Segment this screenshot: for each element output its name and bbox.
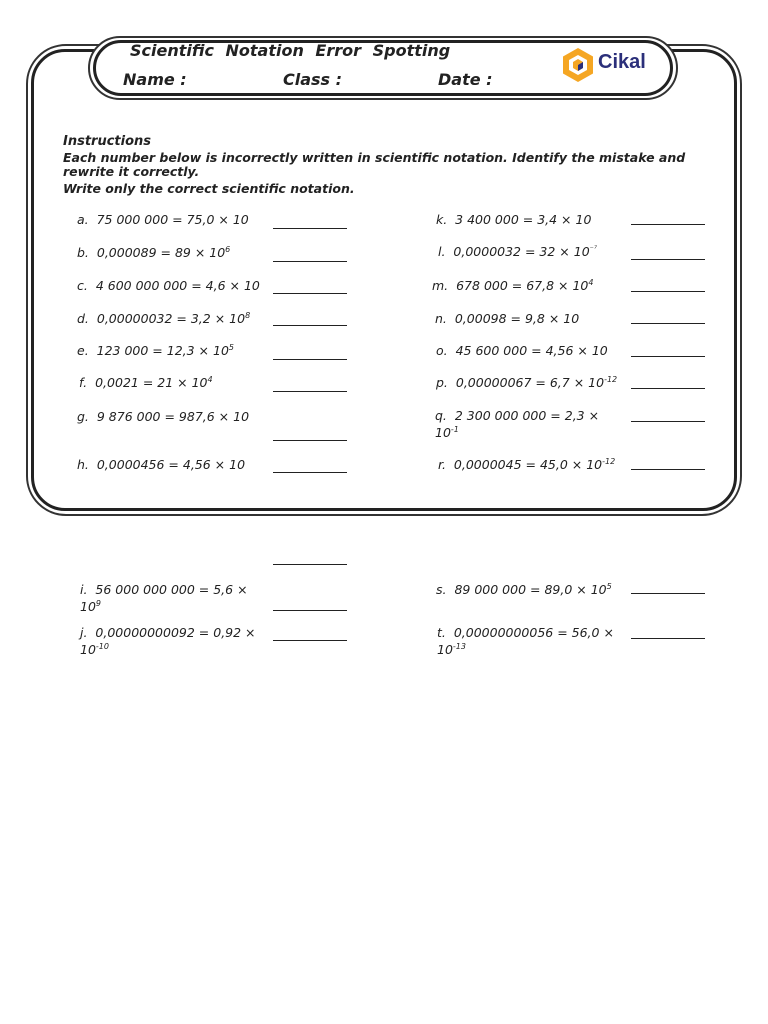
question-label: g. (77, 409, 89, 424)
answer-blank-e[interactable] (273, 359, 347, 360)
question-text: 56 000 000 000 = 5,6 × (95, 582, 248, 597)
question-text: 0,00000000056 = 56,0 × (453, 625, 614, 640)
question-l (438, 243, 597, 260)
question-continuation: 10 (437, 642, 453, 657)
question-exponent: -13 (452, 642, 466, 651)
answer-blank-t[interactable] (631, 638, 705, 639)
question-exponent: 8 (245, 311, 251, 320)
answer-blank-m[interactable] (631, 291, 705, 292)
answer-blank-k[interactable] (631, 224, 705, 225)
question-n (435, 310, 579, 327)
question-t (437, 624, 614, 658)
question-text: 3 400 000 = 3,4 × 10 (455, 212, 592, 227)
question-exponent: 5 (228, 343, 234, 352)
question-d (77, 310, 250, 327)
question-exponent: -10 (95, 642, 109, 651)
answer-blank-q[interactable] (631, 421, 705, 422)
question-exponent: 6 (225, 245, 231, 254)
question-label: m. (432, 278, 449, 293)
question-text: 89 000 000 = 89,0 × 10 (454, 582, 607, 597)
answer-blank-f[interactable] (273, 391, 347, 392)
instructions-body: Each number below is incorrectly written in scientific notation. Identify the mistake and rewrite it correctly. (63, 150, 686, 179)
question-text: 0,00000000092 = 0,92 × (95, 625, 256, 640)
question-label: l. (438, 244, 446, 259)
answer-blank-b[interactable] (273, 261, 347, 262)
question-text: 0,00000032 = 3,2 × 10 (96, 311, 246, 326)
answer-blank-h[interactable] (273, 472, 347, 473)
question-text: 45 600 000 = 4,56 × 10 (455, 343, 608, 358)
question-text: 0,0000045 = 45,0 × 10 (453, 457, 603, 472)
question-g (77, 408, 249, 425)
question-continuation: 10 (80, 599, 96, 614)
question-b (77, 244, 230, 261)
question-i (80, 581, 248, 615)
question-label: h. (77, 457, 89, 472)
question-m (432, 277, 593, 294)
instructions-line2: Write only the correct scientific notation. (63, 181, 355, 196)
name-label: Name : (123, 70, 187, 89)
question-label: k. (436, 212, 448, 227)
date-label: Date : (438, 70, 493, 89)
question-label: i. (80, 582, 88, 597)
question-label: s. (436, 582, 447, 597)
answer-blank-o[interactable] (631, 356, 705, 357)
question-text: 0,0000032 = 32 × 10 (453, 244, 590, 259)
question-label: e. (77, 343, 89, 358)
question-p (436, 374, 617, 391)
question-a (77, 211, 249, 228)
cikal-hexagon-icon (560, 46, 596, 84)
question-text: 75 000 000 = 75,0 × 10 (96, 212, 249, 227)
question-text: 0,0000456 = 4,56 × 10 (96, 457, 246, 472)
question-text: 678 000 = 67,8 × 10 (456, 278, 589, 293)
question-text: 0,00000067 = 6,7 × 10 (455, 375, 605, 390)
answer-blank-n[interactable] (631, 323, 705, 324)
question-e (77, 342, 234, 359)
question-text: 2 300 000 000 = 2,3 × (454, 408, 600, 423)
question-continuation: 10 (80, 642, 96, 657)
question-text: 4 600 000 000 = 4,6 × 10 (95, 278, 260, 293)
question-label: n. (435, 311, 447, 326)
instructions-heading: Instructions (63, 134, 152, 149)
answer-blank-g[interactable] (273, 440, 347, 441)
question-text: 9 876 000 = 987,6 × 10 (96, 409, 250, 424)
question-text: 0,00098 = 9,8 × 10 (454, 311, 580, 326)
question-h (77, 456, 245, 473)
question-exponent: -12 (602, 457, 616, 466)
question-label: a. (77, 212, 89, 227)
answer-blank-s[interactable] (631, 593, 705, 594)
answer-blank-c[interactable] (273, 293, 347, 294)
answer-blank-l[interactable] (631, 259, 705, 260)
question-label: t. (437, 625, 446, 640)
answer-blank-j[interactable] (273, 640, 347, 641)
question-exponent: 9 (95, 599, 101, 608)
question-label: r. (438, 457, 446, 472)
question-j (80, 624, 256, 658)
class-label: Class : (283, 70, 343, 89)
question-c (77, 277, 260, 294)
question-k (436, 211, 591, 228)
question-exponent: 5 (606, 582, 612, 591)
question-label: f. (79, 375, 88, 390)
question-label: d. (77, 311, 89, 326)
question-exponent: 4 (588, 278, 594, 287)
question-label: c. (77, 278, 88, 293)
answer-blank-extra[interactable] (273, 564, 347, 565)
question-exponent: -12 (604, 375, 618, 384)
question-exponent: 4 (207, 375, 213, 384)
question-text: 123 000 = 12,3 × 10 (96, 343, 229, 358)
question-s (436, 581, 612, 598)
question-o (436, 342, 608, 359)
answer-blank-d[interactable] (273, 325, 347, 326)
question-q (435, 407, 599, 441)
logo-text: Cikal (598, 51, 646, 73)
answer-blank-a[interactable] (273, 228, 347, 229)
answer-blank-r[interactable] (631, 469, 705, 470)
answer-blank-i[interactable] (273, 610, 347, 611)
question-continuation: 10 (435, 425, 451, 440)
question-label: j. (80, 625, 88, 640)
page-title: Scientific Notation Error Spotting (130, 41, 451, 60)
question-label: q. (435, 408, 447, 423)
question-r (438, 456, 615, 473)
question-exponent: -1 (450, 425, 459, 434)
answer-blank-p[interactable] (631, 388, 705, 389)
question-label: b. (77, 245, 89, 260)
question-text: 0,000089 = 89 × 10 (96, 245, 226, 260)
question-text: 0,0021 = 21 × 10 (95, 375, 208, 390)
question-exponent: ⁻⁷ (589, 244, 598, 253)
cikal-logo (560, 46, 664, 84)
question-label: o. (436, 343, 448, 358)
question-label: p. (436, 375, 448, 390)
question-f (79, 374, 213, 391)
